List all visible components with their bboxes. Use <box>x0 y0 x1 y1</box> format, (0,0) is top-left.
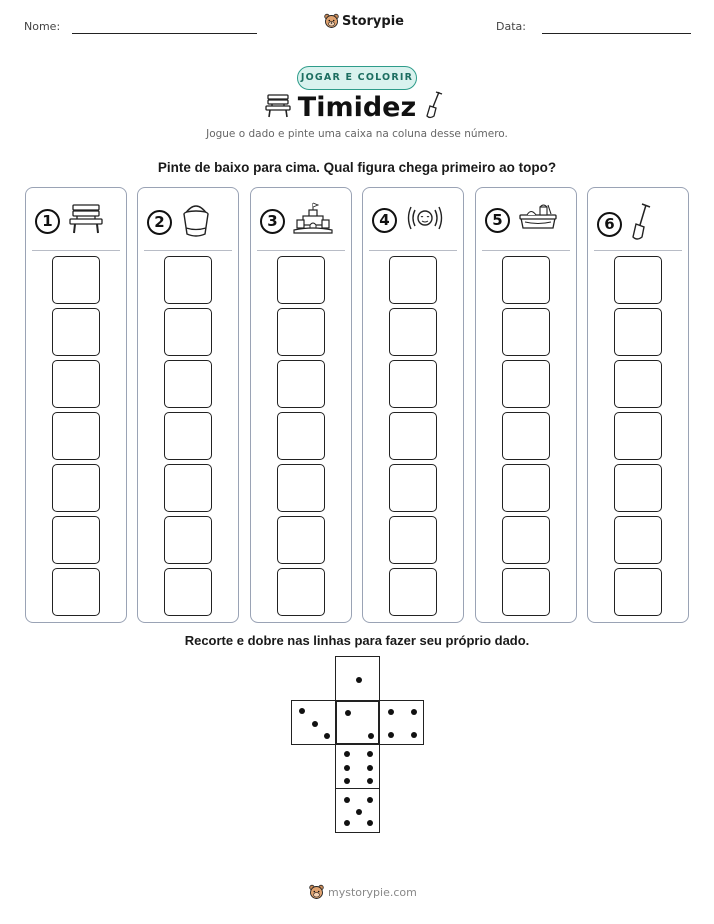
column-4 <box>362 187 464 623</box>
color-box[interactable] <box>502 412 550 460</box>
color-box[interactable] <box>389 360 437 408</box>
column-number: 4 <box>372 208 397 233</box>
die-pip <box>367 751 373 757</box>
color-box[interactable] <box>164 412 212 460</box>
color-box[interactable] <box>502 308 550 356</box>
die-face-1 <box>335 656 380 701</box>
column-divider <box>144 250 232 251</box>
die-pip <box>367 797 373 803</box>
date-label: Data: <box>496 20 526 33</box>
color-box[interactable] <box>277 256 325 304</box>
name-label: Nome: <box>24 20 61 33</box>
color-box[interactable] <box>164 308 212 356</box>
color-box[interactable] <box>502 516 550 564</box>
die-face-4 <box>379 700 424 745</box>
brand-logo <box>324 13 404 29</box>
die-pip <box>345 710 351 716</box>
color-box[interactable] <box>389 568 437 616</box>
column-number: 6 <box>597 212 622 237</box>
instruction: Pinte de baixo para cima. Qual figura chega primeiro ao topo? <box>157 160 557 175</box>
die-pip <box>356 677 362 683</box>
color-box[interactable] <box>614 308 662 356</box>
shovel-icon <box>424 90 444 120</box>
color-box[interactable] <box>277 308 325 356</box>
column-header <box>260 202 333 241</box>
die-face-2 <box>335 700 380 745</box>
shovel-icon <box>630 202 652 247</box>
color-box[interactable] <box>614 256 662 304</box>
color-box[interactable] <box>502 568 550 616</box>
column-3 <box>250 187 352 623</box>
die-pip <box>388 709 394 715</box>
column-header <box>35 202 104 241</box>
column-header <box>147 202 212 243</box>
color-box[interactable] <box>614 412 662 460</box>
die-pip <box>411 732 417 738</box>
color-box[interactable] <box>502 464 550 512</box>
brand-name: Storypie <box>342 13 404 29</box>
shy-face-icon <box>405 202 445 239</box>
footer <box>309 884 417 900</box>
bear-logo-icon <box>324 13 339 29</box>
color-box[interactable] <box>164 568 212 616</box>
bucket-icon <box>180 202 212 243</box>
die-pip <box>324 733 330 739</box>
die-face-6 <box>335 744 380 789</box>
color-box[interactable] <box>277 412 325 460</box>
die-pip <box>367 820 373 826</box>
sandbox-icon <box>518 202 558 239</box>
die-face-3 <box>291 700 336 745</box>
footer-url[interactable]: mystorypie.com <box>328 885 417 899</box>
die-pip <box>388 732 394 738</box>
color-box[interactable] <box>389 308 437 356</box>
column-1 <box>25 187 127 623</box>
color-box[interactable] <box>389 516 437 564</box>
subtitle: Jogue o dado e pinte uma caixa na coluna desse número. <box>206 128 508 140</box>
color-box[interactable] <box>389 464 437 512</box>
name-line[interactable] <box>72 33 257 34</box>
color-box[interactable] <box>502 360 550 408</box>
column-divider <box>369 250 457 251</box>
die-pip <box>368 733 374 739</box>
die-pip <box>299 708 305 714</box>
bear-logo-icon <box>309 884 324 900</box>
column-header <box>597 202 652 247</box>
color-box[interactable] <box>164 464 212 512</box>
column-divider <box>257 250 345 251</box>
color-box[interactable] <box>502 256 550 304</box>
color-box[interactable] <box>389 256 437 304</box>
color-box[interactable] <box>52 308 100 356</box>
column-2 <box>137 187 239 623</box>
die-pip <box>344 797 350 803</box>
color-box[interactable] <box>614 360 662 408</box>
column-divider <box>32 250 120 251</box>
die-pip <box>344 751 350 757</box>
color-box[interactable] <box>164 256 212 304</box>
color-box[interactable] <box>52 464 100 512</box>
color-box[interactable] <box>614 516 662 564</box>
column-5 <box>475 187 577 623</box>
column-divider <box>594 250 682 251</box>
color-box[interactable] <box>389 412 437 460</box>
die-pip <box>344 765 350 771</box>
date-line[interactable] <box>542 33 691 34</box>
die-face-5 <box>335 788 380 833</box>
color-box[interactable] <box>52 256 100 304</box>
die-pip <box>344 778 350 784</box>
bench-icon <box>68 202 104 241</box>
color-box[interactable] <box>52 412 100 460</box>
die-pip <box>356 809 362 815</box>
column-number: 1 <box>35 209 60 234</box>
die-pip <box>312 721 318 727</box>
column-header <box>372 202 445 239</box>
sandcastle-icon <box>293 202 333 241</box>
column-number: 5 <box>485 208 510 233</box>
die-pip <box>411 709 417 715</box>
die-pip <box>367 778 373 784</box>
column-6 <box>587 187 689 623</box>
color-box[interactable] <box>52 516 100 564</box>
color-box[interactable] <box>614 568 662 616</box>
die-pip <box>344 820 350 826</box>
die-pip <box>367 765 373 771</box>
column-header <box>485 202 558 239</box>
color-box[interactable] <box>277 464 325 512</box>
color-box[interactable] <box>277 568 325 616</box>
page-title: Timidez <box>297 92 417 123</box>
color-box[interactable] <box>52 360 100 408</box>
color-box[interactable] <box>277 360 325 408</box>
column-number: 2 <box>147 210 172 235</box>
color-box[interactable] <box>164 360 212 408</box>
color-box[interactable] <box>164 516 212 564</box>
color-box[interactable] <box>277 516 325 564</box>
column-divider <box>482 250 570 251</box>
column-number: 3 <box>260 209 285 234</box>
color-box[interactable] <box>52 568 100 616</box>
color-box[interactable] <box>614 464 662 512</box>
die-instruction: Recorte e dobre nas linhas para fazer seu próprio dado. <box>184 633 530 648</box>
activity-badge: JOGAR E COLORIR <box>297 66 417 90</box>
